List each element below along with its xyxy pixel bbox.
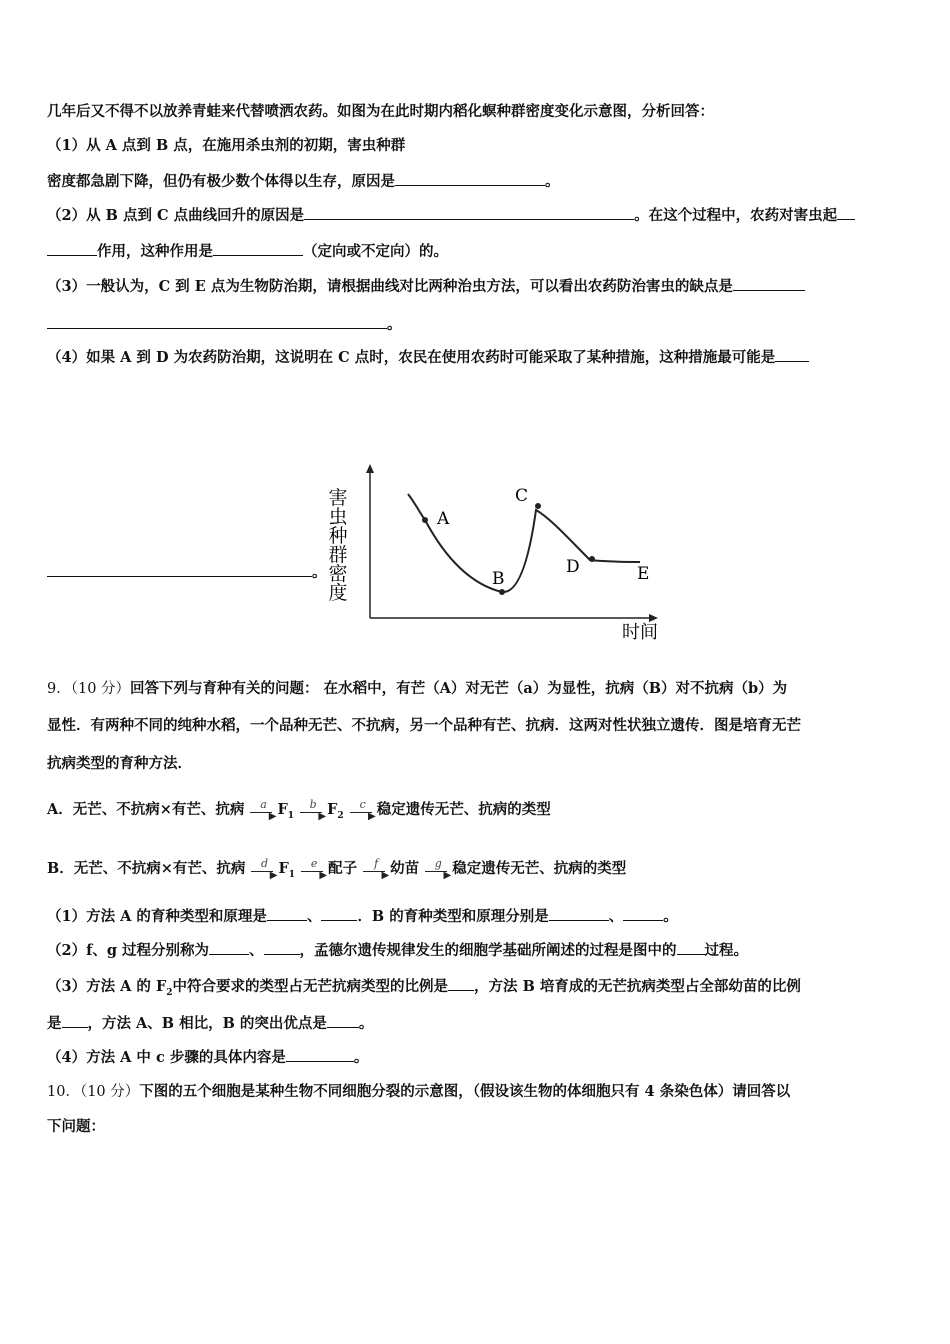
point-a-label: A bbox=[437, 509, 450, 529]
y-axis-label-char: 害 bbox=[328, 487, 348, 509]
answer-blank[interactable] bbox=[623, 906, 663, 921]
y-axis-label-char: 密 bbox=[328, 563, 348, 585]
answer-blank[interactable] bbox=[304, 205, 634, 220]
point-c-label: C bbox=[515, 486, 529, 506]
point-d-marker bbox=[589, 556, 595, 562]
process-arrow: b ▶ bbox=[300, 806, 326, 826]
answer-blank[interactable] bbox=[47, 241, 97, 256]
answer-blank[interactable] bbox=[448, 976, 474, 991]
q9-sub4: （4）方法 A 中 c 步骤的具体内容是 。 bbox=[47, 1049, 369, 1066]
answer-blank[interactable] bbox=[837, 205, 855, 220]
q9-method-a: A．无芒、不抗病×有芒、抗病 a ▶ $F_1$ b ▶ $F_2$ c ▶ 稳定遗传无芒、抗病的类型 bbox=[47, 800, 551, 826]
question-score: （10 分） bbox=[79, 1084, 140, 1100]
answer-blank[interactable] bbox=[733, 276, 805, 291]
process-arrow: d ▶ bbox=[251, 865, 277, 885]
q8-part4-line1: （4）如果 A 到 D 为农药防治期，这说明在 C 点时，农民在使用农药时可能采取了某种措施，这种措施最可能是 bbox=[47, 347, 809, 368]
q8-part3-line1: （3）一般认为，C 到 E 点为生物防治期，请根据曲线对比两种治虫方法，可以看出农药防治害虫的缺点是 bbox=[47, 276, 805, 297]
process-arrow: e ▶ bbox=[301, 865, 327, 885]
answer-blank[interactable] bbox=[775, 347, 809, 362]
answer-blank[interactable] bbox=[47, 314, 387, 329]
answer-blank[interactable] bbox=[395, 171, 545, 186]
q9-sub3-line2: 是 ，方法 A、B 相比，B 的突出优点是 。 bbox=[47, 1015, 374, 1032]
y-axis-label-char: 群 bbox=[328, 544, 348, 566]
x-axis-arrow bbox=[649, 614, 658, 622]
point-b-marker bbox=[499, 589, 505, 595]
process-arrow: a ▶ bbox=[250, 806, 276, 826]
q8-part2-line2: 作用，这种作用是 （定向或不定向）的。 bbox=[47, 241, 448, 262]
q8-part4-line2: 。 bbox=[47, 562, 327, 583]
y-axis-label-char: 种 bbox=[328, 525, 348, 547]
point-a-marker bbox=[422, 517, 428, 523]
answer-blank[interactable] bbox=[677, 940, 705, 955]
answer-blank[interactable] bbox=[213, 241, 303, 256]
process-arrow: f ▶ bbox=[363, 865, 389, 885]
x-axis-label: 时间 bbox=[622, 622, 658, 643]
answer-blank[interactable] bbox=[47, 562, 312, 577]
answer-blank[interactable] bbox=[286, 1047, 354, 1062]
q10-stem-line1: 10．（10 分）下图的五个细胞是某种生物不同细胞分裂的示意图，（假设该生物的体细胞只有 4 条染色体）请回答以 bbox=[47, 1083, 791, 1100]
q9-method-b: B．无芒、不抗病×有芒、抗病 d ▶ $F_1$ e ▶ 配子 f ▶ 幼苗 g ▶ 稳定遗传无芒、抗病的类型 bbox=[47, 859, 626, 885]
answer-blank[interactable] bbox=[327, 1013, 359, 1028]
q9-sub3-line1: （3）方法 A 的 $F_2$中符合要求的类型占无芒抗病类型的比例是 ，方法 B 培育成的无芒抗病类型占全部幼苗的比例 bbox=[47, 978, 801, 998]
point-e-label: E bbox=[637, 564, 650, 584]
point-b-label: B bbox=[492, 569, 505, 589]
q8-part1-line2: 密度都急剧下降，但仍有极少数个体得以生存，原因是 。 bbox=[47, 173, 560, 190]
answer-blank[interactable] bbox=[62, 1013, 88, 1028]
answer-blank[interactable] bbox=[267, 906, 307, 921]
y-axis-label-char: 虫 bbox=[328, 506, 348, 528]
q9-sub1: （1）方法 A 的育种类型和原理是 、 ．B 的育种类型和原理分别是 、 。 bbox=[47, 908, 678, 925]
point-d-label: D bbox=[566, 557, 580, 577]
q9-stem-line1: 9．（10 分）回答下列与育种有关的问题： 在水稻中，有芒（A）对无芒（a）为显性，抗病（B）对不抗病（b）为 bbox=[47, 680, 788, 697]
question-number: 10． bbox=[47, 1084, 80, 1100]
process-arrow: g ▶ bbox=[425, 865, 451, 885]
question-score: （10 分） bbox=[70, 681, 131, 697]
q8-intro: 几年后又不得不以放养青蛙来代替喷洒农药。如图为在此时期内稻化螟种群密度变化示意图，分析回答： bbox=[47, 103, 714, 120]
y-axis-label-char: 度 bbox=[328, 582, 348, 604]
answer-blank[interactable] bbox=[209, 940, 249, 955]
q9-stem-line2: 显性．有两种不同的纯种水稻，一个品种无芒、不抗病，另一个品种有芒、抗病．这两对性状独立遗传．图是培育无芒 bbox=[47, 717, 801, 734]
q10-stem-line2: 下问题： bbox=[47, 1118, 105, 1135]
q8-part3-line2: 。 bbox=[47, 314, 402, 335]
q8-p1-text: （1）从 A 点到 B 点，在施用杀虫剂的初期，害虫种群 bbox=[47, 137, 406, 154]
y-axis-arrow bbox=[366, 464, 374, 473]
answer-blank[interactable] bbox=[264, 940, 300, 955]
answer-blank[interactable] bbox=[321, 906, 357, 921]
q8-part1-line1 bbox=[47, 136, 405, 156]
process-arrow: c ▶ bbox=[350, 806, 376, 826]
pest-density-graph bbox=[320, 458, 670, 648]
q8-part2-line1: （2）从 B 点到 C 点曲线回升的原因是 。在这个过程中，农药对害虫起 bbox=[47, 205, 855, 226]
q8-p1-text: 密度都急剧下降，但仍有极少数个体得以生存，原因是 bbox=[47, 173, 395, 190]
q9-sub2: （2）f、g 过程分别称为 、 ，孟德尔遗传规律发生的细胞学基础所阐述的过程是图中的 过程。 bbox=[47, 942, 749, 959]
point-c-marker bbox=[535, 503, 541, 509]
q9-stem-line3: 抗病类型的育种方法． bbox=[47, 755, 192, 772]
question-number: 9． bbox=[47, 681, 71, 697]
answer-blank[interactable] bbox=[549, 906, 609, 921]
